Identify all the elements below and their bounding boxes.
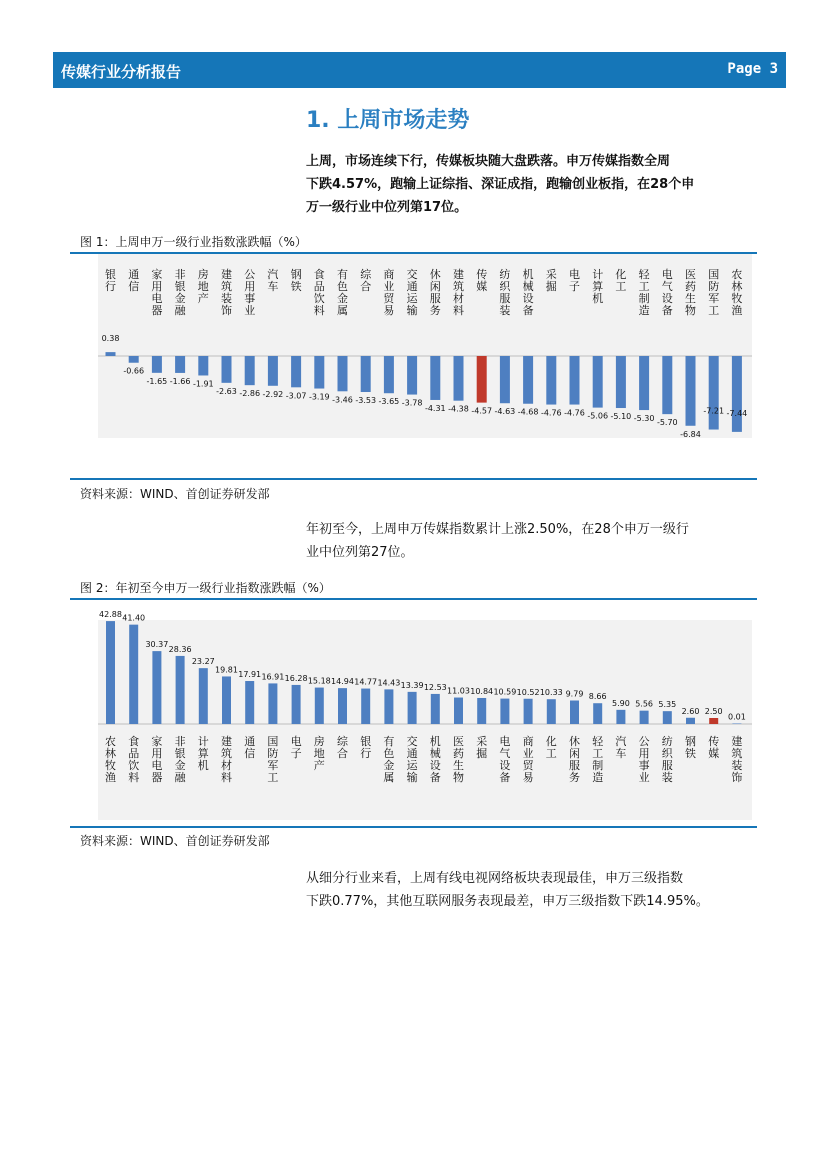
bar — [431, 694, 440, 724]
category-label: 纺织服装 — [499, 268, 511, 317]
category-label: 建筑材料 — [453, 268, 464, 317]
value-label: -3.07 — [285, 391, 307, 401]
value-label: 42.88 — [99, 610, 122, 620]
bar — [500, 699, 509, 724]
bar — [686, 718, 695, 724]
text-line: 业中位列第27位。 — [306, 545, 414, 560]
category-label: 电气设备 — [499, 735, 511, 784]
bar — [524, 699, 533, 724]
category-label: 化工 — [615, 268, 627, 293]
value-label: 10.33 — [539, 688, 563, 698]
category-label: 建筑材料 — [221, 735, 232, 784]
category-label: 机械设备 — [522, 268, 534, 317]
value-label: -7.21 — [703, 406, 725, 416]
value-label: -3.19 — [308, 392, 330, 402]
value-label: 16.28 — [284, 673, 308, 683]
category-label: 商业贸易 — [383, 268, 395, 317]
value-label: -4.57 — [471, 406, 493, 416]
text-line: 下跌0.77%，其他互联网服务表现最差，申万三级指数下跌14.95%。 — [306, 894, 709, 909]
bar — [616, 356, 626, 408]
bar — [523, 356, 533, 404]
category-label: 非银金融 — [174, 268, 186, 317]
value-label: 14.43 — [377, 678, 401, 688]
value-label: -3.65 — [378, 397, 400, 407]
bar — [477, 356, 487, 403]
figure1-bottom-rule — [70, 478, 757, 480]
category-label: 家用电器 — [151, 268, 163, 317]
bar — [709, 718, 718, 724]
bar — [315, 688, 324, 724]
category-label: 医药生物 — [453, 735, 464, 784]
bar — [663, 711, 672, 724]
value-label: 13.39 — [400, 680, 424, 690]
value-label: 8.66 — [588, 692, 607, 702]
value-label: 10.59 — [493, 687, 517, 697]
category-label: 房地产 — [313, 735, 325, 772]
section-title: 1. 上周市场走势 — [306, 108, 470, 133]
bar — [338, 688, 347, 724]
text-line: 从细分行业来看，上周有线电视网络板块表现最佳，申万三级指数 — [306, 871, 684, 886]
text-line: 下跌4.57%，跑输上证综指、深证成指，跑输创业板指，在28个申 — [306, 177, 695, 192]
category-label: 电气设备 — [661, 268, 673, 317]
category-label: 食品饮料 — [313, 268, 325, 317]
category-label: 医药生物 — [685, 268, 696, 317]
category-label: 农林牧渔 — [105, 735, 116, 784]
bar — [129, 625, 138, 724]
bar — [662, 356, 672, 414]
bar — [546, 356, 556, 405]
category-label: 银行 — [105, 268, 116, 293]
value-label: -0.66 — [123, 366, 145, 376]
text-line: 万一级行业中位列第17位。 — [306, 200, 468, 215]
figure2-caption: 图 2：年初至今申万一级行业指数涨跌幅（%） — [80, 581, 331, 595]
category-label: 传媒 — [476, 268, 488, 293]
value-label: -2.86 — [239, 389, 261, 399]
value-label: -1.66 — [169, 376, 191, 386]
bar — [640, 711, 649, 724]
category-label: 交通运输 — [406, 268, 418, 317]
category-label: 建筑装饰 — [221, 268, 232, 317]
category-label: 传媒 — [708, 735, 720, 760]
category-label: 非银金融 — [174, 735, 186, 784]
bar — [292, 685, 301, 724]
category-label: 公用事业 — [244, 268, 256, 317]
category-label: 通信 — [128, 268, 140, 293]
figure2-bottom-rule — [70, 826, 757, 828]
bar — [199, 668, 208, 724]
category-label: 钢铁 — [685, 735, 696, 760]
category-label: 休闲服务 — [569, 735, 580, 784]
value-label: -5.10 — [610, 412, 632, 422]
value-label: 2.50 — [704, 707, 723, 716]
bar — [152, 356, 162, 373]
text-line: 上周，市场连续下行，传媒板块随大盘跌落。申万传媒指数全周 — [306, 154, 671, 169]
category-label: 汽车 — [267, 268, 279, 293]
page-header — [53, 52, 786, 88]
value-label: 9.79 — [565, 689, 584, 699]
bar — [547, 699, 556, 724]
value-label: 41.40 — [122, 613, 146, 623]
figure1-chart — [70, 254, 757, 476]
bar — [454, 698, 463, 724]
bar — [245, 681, 254, 724]
category-label: 计算机 — [197, 735, 209, 772]
text-line: 年初至今，上周申万传媒指数累计上涨2.50%，在28个申万一级行 — [306, 522, 689, 537]
bar — [454, 356, 464, 401]
category-label: 化工 — [545, 735, 557, 760]
category-label: 综合 — [360, 268, 372, 293]
bar — [732, 724, 741, 725]
paragraph-subsector-summary — [306, 867, 756, 913]
bar — [593, 356, 603, 408]
value-label: 14.77 — [354, 677, 378, 687]
bar — [570, 701, 579, 724]
bar — [268, 683, 277, 724]
value-label: 17.91 — [238, 670, 262, 680]
bar — [314, 356, 324, 389]
bar — [106, 352, 116, 356]
plot-area — [98, 620, 752, 820]
category-label: 电子 — [569, 268, 580, 293]
category-label: 银行 — [360, 735, 372, 760]
bar — [686, 356, 696, 426]
bar — [500, 356, 510, 403]
category-label: 钢铁 — [290, 268, 302, 293]
category-label: 公用事业 — [638, 735, 650, 784]
value-label: -2.63 — [216, 386, 237, 396]
value-label: 12.53 — [423, 682, 447, 692]
bar — [291, 356, 301, 387]
value-label: -6.84 — [680, 429, 701, 439]
paragraph-ytd-summary — [306, 518, 756, 564]
bar — [245, 356, 255, 385]
category-label: 国防军工 — [267, 735, 279, 784]
value-label: -5.30 — [633, 414, 655, 424]
category-label: 汽车 — [615, 735, 627, 760]
value-label: 16.91 — [261, 672, 285, 682]
bar — [616, 710, 625, 724]
value-label: -4.63 — [494, 407, 516, 417]
value-label: -3.46 — [332, 395, 353, 405]
bar — [384, 689, 393, 724]
value-label: 19.81 — [215, 665, 238, 675]
value-label: 28.36 — [168, 644, 192, 654]
value-label: 5.90 — [611, 698, 630, 708]
figure1-caption: 图 1：上周申万一级行业指数涨跌幅（%） — [80, 235, 307, 249]
value-label: 2.60 — [681, 706, 700, 716]
bar — [732, 356, 742, 432]
category-label: 纺织服装 — [661, 735, 673, 784]
bar — [593, 703, 602, 724]
category-label: 休闲服务 — [429, 268, 441, 317]
category-label: 食品饮料 — [128, 735, 140, 784]
category-label: 通信 — [244, 735, 256, 760]
category-label: 建筑装饰 — [731, 735, 743, 784]
value-label: 10.52 — [516, 687, 540, 697]
figure2-source: 资料来源：WIND、首创证券研发部 — [80, 834, 270, 848]
bar — [384, 356, 394, 393]
category-label: 交通运输 — [406, 735, 418, 784]
bar — [222, 676, 231, 724]
bar — [152, 651, 161, 724]
page-number: Page 3 — [727, 61, 778, 77]
category-label: 采掘 — [545, 268, 557, 293]
value-label: 5.56 — [635, 699, 654, 709]
figure1-source: 资料来源：WIND、首创证券研发部 — [80, 487, 270, 501]
value-label: 0.38 — [101, 334, 120, 344]
category-label: 综合 — [337, 735, 348, 760]
category-label: 机械设备 — [429, 735, 441, 784]
category-label: 有色金属 — [383, 735, 395, 784]
value-label: 14.94 — [331, 677, 354, 687]
bar — [222, 356, 232, 383]
value-label: 10.84 — [470, 686, 494, 696]
category-label: 房地产 — [197, 268, 209, 305]
category-label: 家用电器 — [151, 735, 163, 784]
category-label: 轻工制造 — [638, 268, 650, 317]
category-label: 有色金属 — [337, 268, 348, 317]
value-label: 23.27 — [191, 657, 215, 667]
paragraph-weekly-summary — [306, 150, 756, 219]
value-label: -4.31 — [424, 403, 446, 413]
figure2-chart — [70, 600, 757, 825]
value-label: -3.78 — [401, 398, 423, 408]
bar — [477, 698, 486, 724]
category-label: 农林牧渔 — [731, 268, 743, 317]
value-label: -3.53 — [355, 396, 377, 406]
category-label: 采掘 — [476, 735, 488, 760]
category-label: 计算机 — [592, 268, 604, 305]
report-title: 传媒行业分析报告 — [61, 63, 182, 81]
value-label: -1.91 — [192, 379, 214, 389]
value-label: -5.70 — [656, 418, 678, 428]
value-label: -7.44 — [726, 408, 748, 418]
bar — [338, 356, 348, 391]
category-label: 商业贸易 — [522, 735, 534, 784]
bar — [175, 356, 185, 373]
bar — [639, 356, 649, 410]
value-label: -2.92 — [262, 389, 284, 399]
bar — [106, 621, 115, 724]
value-label: 15.18 — [307, 676, 331, 686]
bar — [198, 356, 208, 375]
value-label: -4.68 — [517, 407, 539, 417]
bar — [430, 356, 440, 400]
value-label: 5.35 — [658, 700, 677, 710]
category-label: 国防军工 — [708, 268, 720, 317]
value-label: -4.38 — [448, 404, 469, 414]
bar — [129, 356, 139, 363]
value-label: 0.01 — [727, 712, 746, 722]
bar — [361, 356, 371, 392]
value-label: 11.03 — [447, 686, 470, 696]
category-label: 轻工制造 — [592, 735, 604, 784]
value-label: -1.65 — [146, 376, 168, 386]
bar — [709, 356, 719, 430]
bar — [361, 689, 370, 724]
bar — [408, 692, 417, 724]
bar — [268, 356, 278, 386]
bar — [570, 356, 580, 405]
value-label: -4.76 — [564, 408, 585, 418]
value-label: -4.76 — [540, 408, 562, 418]
value-label: -5.06 — [587, 411, 609, 421]
bar — [407, 356, 417, 395]
value-label: 30.37 — [145, 640, 169, 650]
category-label: 电子 — [290, 735, 302, 760]
bar — [176, 656, 185, 724]
